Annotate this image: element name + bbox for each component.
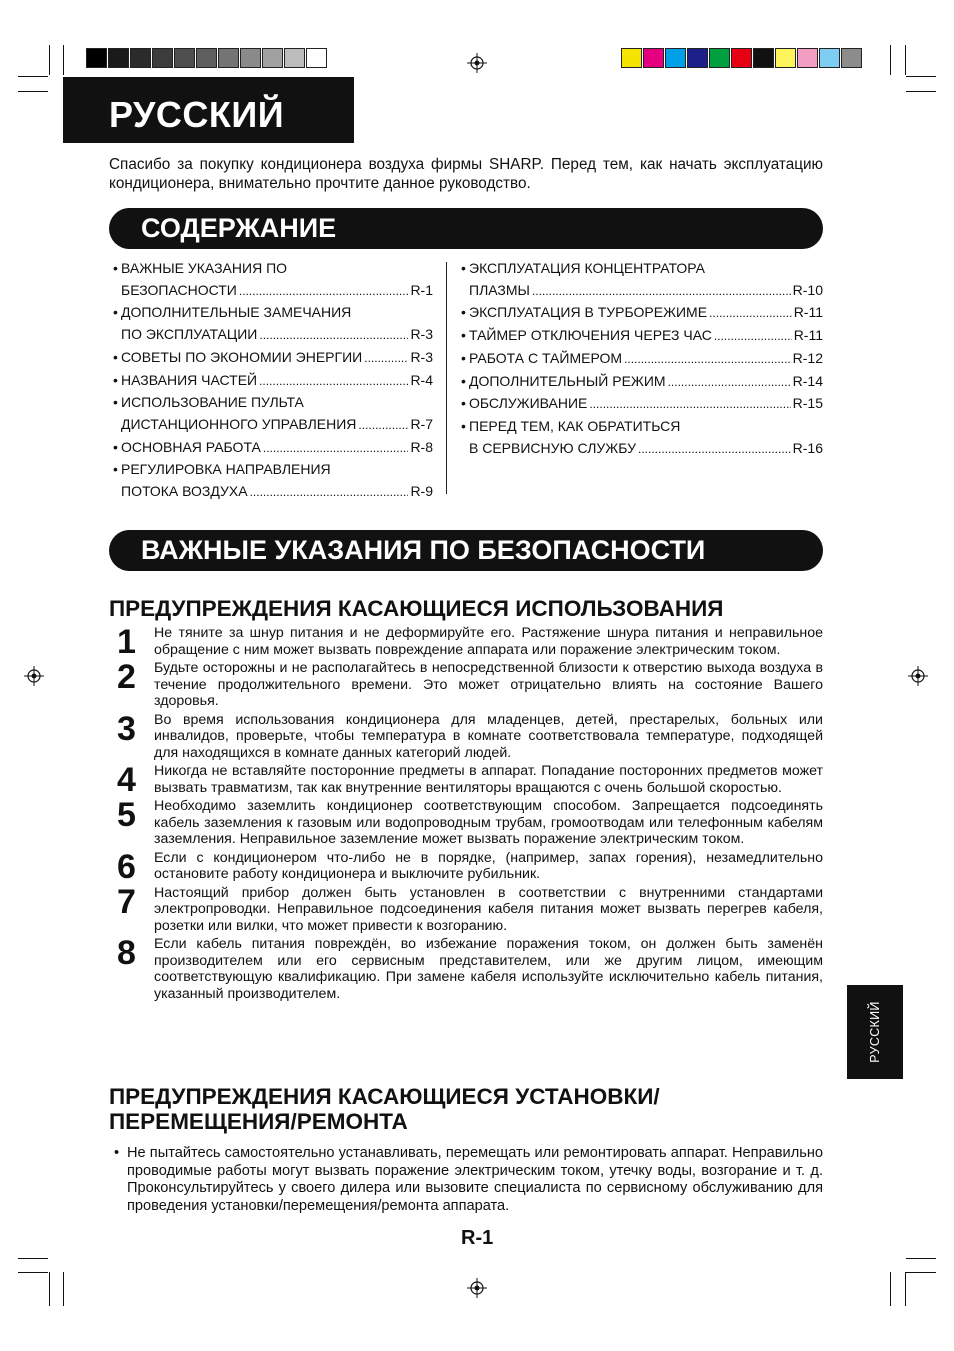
toc-entry xyxy=(461,302,823,325)
toc-entry xyxy=(113,302,433,324)
toc-leader-dots xyxy=(638,438,791,461)
bullet-icon: • xyxy=(461,260,466,276)
toc-entry-label: ПЛАЗМЫ xyxy=(469,281,530,298)
toc-entry-label: ДОПОЛНИТЕЛЬНЫЙ РЕЖИМ xyxy=(469,372,666,389)
toc-page-number: R-4 xyxy=(410,371,433,388)
warning-number: 4 xyxy=(117,761,136,799)
bullet-icon: • xyxy=(114,1145,120,1161)
warning-number: 1 xyxy=(117,623,136,661)
contents-title: СОДЕРЖАНИЕ xyxy=(141,213,337,243)
warning-text: Будьте осторожны и не располагайтесь в непосредственной близости к отверстию выхода воздуха в течение продолжительного времени. Это может отрицательно влиять на состояние Вашего здоровья. xyxy=(154,660,823,709)
calibration-swatch xyxy=(841,48,862,68)
toc-entry xyxy=(461,280,823,303)
toc-leader-dots xyxy=(250,481,409,504)
toc-entry xyxy=(113,459,433,481)
toc-entry-label: В СЕРВИСНУЮ СЛУЖБУ xyxy=(469,439,636,456)
bullet-icon: • xyxy=(113,260,118,276)
calibration-swatch xyxy=(218,48,239,68)
toc-entry xyxy=(113,258,433,280)
calibration-swatch xyxy=(819,48,840,68)
calibration-swatch xyxy=(709,48,730,68)
toc-entry-label: ДОПОЛНИТЕЛЬНЫЕ ЗАМЕЧАНИЯ xyxy=(121,304,352,321)
toc-entry xyxy=(461,416,823,438)
toc-entry-label: ПОТОКА ВОЗДУХА xyxy=(121,483,248,500)
page-number: R-1 xyxy=(461,1227,494,1249)
warning-number: 6 xyxy=(117,847,136,886)
toc-entry-label: ЭКСПЛУАТАЦИЯ КОНЦЕНТРАТОРА xyxy=(469,260,706,276)
toc-entry-label: РЕГУЛИРОВКА НАПРАВЛЕНИЯ xyxy=(121,461,331,478)
usage-warning-item xyxy=(109,761,823,799)
toc-entry-label: БЕЗОПАСНОСТИ xyxy=(121,281,237,298)
calibration-swatch xyxy=(797,48,818,68)
toc-entry xyxy=(113,481,433,504)
toc-right-column xyxy=(461,258,823,460)
toc-leader-dots xyxy=(709,302,792,325)
install-warning-text: Не пытайтесь самостоятельно устанавливать, перемещать или ремонтировать аппарат. Неправильно проводимые работы могут вызвать поражение электрическим током, утечку воды, возгорание и т. д. Проконсультируйтесь у своего дилера или вызовите специалиста по сервисному обслуживанию для проведения установки/перемещения/ремонта аппарата. xyxy=(127,1145,823,1214)
calibration-swatch xyxy=(240,48,261,68)
usage-warning-item xyxy=(109,882,823,935)
warning-text: Во время использования кондиционера для младенцев, детей, престарелых, больных или инвалидов, проверьте, чтобы температура в комнате соответствовала температуре, подходящей для находящихся в комнате данных категорий людей. xyxy=(154,711,823,761)
safety-banner xyxy=(109,530,823,571)
usage-warnings-heading: ПРЕДУПРЕЖДЕНИЯ КАСАЮЩИЕСЯ ИСПОЛЬЗОВАНИЯ xyxy=(109,596,724,621)
toc-entry-label: ОСНОВНАЯ РАБОТА xyxy=(121,438,261,455)
toc-entry-label: ПЕРЕД ТЕМ, КАК ОБРАТИТЬСЯ xyxy=(469,417,681,434)
gray-calibration-bar xyxy=(86,48,328,68)
install-heading-line2: ПЕРЕМЕЩЕНИЯ/РЕМОНТА xyxy=(109,1109,408,1134)
toc-entry-label: ОБСЛУЖИВАНИЕ xyxy=(469,395,588,412)
calibration-swatch xyxy=(196,48,217,68)
toc-leader-dots xyxy=(259,370,408,393)
warning-text: Никогда не вставляйте посторонние предметы в аппарат. Попадание посторонних предметов может вызвать травматизм, так как внутренние вентиляторы вращаются с очень большой скоростью. xyxy=(154,763,823,796)
warning-number: 8 xyxy=(117,934,136,972)
warning-number: 2 xyxy=(117,658,136,696)
warning-text: Если с кондиционером что-либо не в порядке, (например, запах горения), незамедлительно остановите работу кондиционера и выключите рубильник. xyxy=(154,849,823,882)
toc-leader-dots xyxy=(624,348,791,371)
toc-page-number: R-14 xyxy=(792,372,823,389)
toc-leader-dots xyxy=(259,324,408,347)
bullet-icon: • xyxy=(113,394,118,411)
page-title: РУССКИЙ xyxy=(109,94,285,135)
usage-warning-item xyxy=(109,847,823,886)
toc-entry xyxy=(113,437,433,460)
language-header xyxy=(63,77,354,143)
toc-entry-label: ДИСТАНЦИОННОГО УПРАВЛЕНИЯ xyxy=(121,415,357,432)
toc-entry xyxy=(113,370,433,393)
registration-mark-icon xyxy=(467,53,487,73)
toc-entry xyxy=(461,258,823,280)
calibration-swatch xyxy=(665,48,686,68)
calibration-swatch xyxy=(152,48,173,68)
install-warnings-heading xyxy=(109,1084,660,1134)
calibration-swatch xyxy=(775,48,796,68)
bullet-icon: • xyxy=(461,372,466,389)
calibration-swatch xyxy=(731,48,752,68)
toc-leader-dots xyxy=(532,280,791,303)
intro-paragraph: Спасибо за покупку кондиционера воздуха фирмы SHARP. Перед тем, как начать эксплуатацию кондиционера, внимательно прочтите данное руководство. xyxy=(109,156,823,192)
bullet-icon: • xyxy=(113,348,118,365)
toc-leader-dots xyxy=(358,414,408,437)
calibration-swatch xyxy=(86,48,107,68)
bullet-icon: • xyxy=(461,395,466,412)
toc-entry-label: ВАЖНЫЕ УКАЗАНИЯ ПО xyxy=(121,260,288,276)
warning-number: 3 xyxy=(117,709,136,748)
toc-entry-label: НАЗВАНИЯ ЧАСТЕЙ xyxy=(121,371,258,388)
toc-leader-dots xyxy=(364,347,408,370)
registration-mark-icon xyxy=(908,666,928,686)
calibration-swatch xyxy=(306,48,327,68)
side-tab-label: РУССКИЙ xyxy=(868,1001,882,1063)
toc-page-number: R-11 xyxy=(793,304,823,321)
toc-entry xyxy=(113,280,433,303)
bullet-icon: • xyxy=(461,417,466,434)
toc-page-number: R-9 xyxy=(410,483,433,500)
calibration-swatch xyxy=(643,48,664,68)
bullet-icon: • xyxy=(113,461,118,478)
warning-number: 5 xyxy=(117,796,136,834)
warning-text: Не тяните за шнур питания и не деформируйте его. Растяжение шнура питания и неправильное обращение с ним может вызвать повреждение аппарата или поражение электрическим током. xyxy=(154,625,823,658)
toc-entry-label: РАБОТА С ТАЙМЕРОМ xyxy=(469,349,623,366)
toc-entry xyxy=(113,324,433,347)
usage-warning-item xyxy=(109,660,823,710)
toc-page-number: R-1 xyxy=(410,281,433,298)
toc-page-number: R-11 xyxy=(793,327,823,344)
bullet-icon: • xyxy=(113,438,118,455)
toc-entry xyxy=(113,347,433,370)
toc-entry xyxy=(461,393,823,416)
usage-warning-item xyxy=(109,709,823,762)
toc-page-number: R-3 xyxy=(410,348,433,365)
registration-mark-icon xyxy=(24,666,44,686)
bullet-icon: • xyxy=(461,327,466,344)
toc-page-number: R-3 xyxy=(410,326,433,343)
warning-text: Необходимо заземлить кондиционер соответствующим способом. Запрещается подсоединять кабель заземления к газовым или водопроводным трубам, громоотводам или телефонным кабелям заземления. Неправильное заземление может вызвать поражение электрическим током. xyxy=(154,798,823,847)
calibration-swatch xyxy=(284,48,305,68)
toc-left-column xyxy=(113,258,433,504)
toc-page-number: R-16 xyxy=(792,439,823,456)
toc-entry-label: ЭКСПЛУАТАЦИЯ В ТУРБОРЕЖИМЕ xyxy=(469,304,708,321)
safety-title: ВАЖНЫЕ УКАЗАНИЯ ПО БЕЗОПАСНОСТИ xyxy=(141,535,706,565)
usage-warnings-list xyxy=(109,625,823,1004)
toc-entry xyxy=(113,414,433,437)
toc-page-number: R-8 xyxy=(410,438,433,455)
toc-page-number: R-7 xyxy=(410,415,433,432)
calibration-swatch xyxy=(753,48,774,68)
toc-entry-label: СОВЕТЫ ПО ЭКОНОМИИ ЭНЕРГИИ xyxy=(121,348,363,365)
calibration-swatch xyxy=(687,48,708,68)
toc-entry-label: ИСПОЛЬЗОВАНИЕ ПУЛЬТА xyxy=(121,394,304,411)
toc-entry-label: ТАЙМЕР ОТКЛЮЧЕНИЯ ЧЕРЕЗ ЧАС xyxy=(469,327,712,344)
toc-leader-dots xyxy=(668,371,791,394)
toc-leader-dots xyxy=(263,437,409,460)
calibration-swatch xyxy=(108,48,129,68)
install-warning xyxy=(109,1145,823,1215)
bullet-icon: • xyxy=(113,371,118,388)
warning-number: 7 xyxy=(117,882,136,921)
toc-page-number: R-10 xyxy=(792,281,823,298)
bullet-icon: • xyxy=(461,349,466,366)
usage-warning-item xyxy=(109,623,823,661)
contents-banner xyxy=(109,208,823,249)
toc-divider xyxy=(446,262,447,494)
calibration-swatch xyxy=(262,48,283,68)
toc-entry-label: ПО ЭКСПЛУАТАЦИИ xyxy=(121,326,258,343)
toc-leader-dots xyxy=(239,280,409,303)
toc-entry xyxy=(461,348,823,371)
bullet-icon: • xyxy=(461,304,466,321)
toc-entry xyxy=(461,325,823,348)
toc-leader-dots xyxy=(589,393,790,416)
usage-warning-item xyxy=(109,936,823,1002)
color-calibration-bar xyxy=(621,48,863,68)
toc-entry xyxy=(461,438,823,461)
toc-leader-dots xyxy=(714,325,792,348)
calibration-swatch xyxy=(174,48,195,68)
registration-mark-icon xyxy=(467,1278,487,1298)
calibration-swatch xyxy=(130,48,151,68)
usage-warning-item xyxy=(109,798,823,848)
toc-entry xyxy=(113,392,433,414)
calibration-swatch xyxy=(621,48,642,68)
toc-entry xyxy=(461,371,823,394)
toc-page-number: R-15 xyxy=(792,395,823,412)
warning-text: Если кабель питания повреждён, во избежание поражения током, он должен быть заменён производителем или его сервисным представителем, или же другим лицом, имеющим соответствующую квалификацию. При замене кабеля используйте исключительно кабель питания, указанный производителем. xyxy=(154,936,823,1002)
warning-text: Настоящий прибор должен быть установлен в соответствии с внутренними стандартами электропроводки. Неправильное подсоединения кабеля питания может вызвать перегрев кабеля, розетки или вилки, что может привести к возгоранию. xyxy=(154,884,823,934)
language-side-tab xyxy=(847,985,903,1079)
bullet-icon: • xyxy=(113,304,118,321)
toc-page-number: R-12 xyxy=(792,349,823,366)
install-heading-line1: ПРЕДУПРЕЖДЕНИЯ КАСАЮЩИЕСЯ УСТАНОВКИ/ xyxy=(109,1084,660,1109)
